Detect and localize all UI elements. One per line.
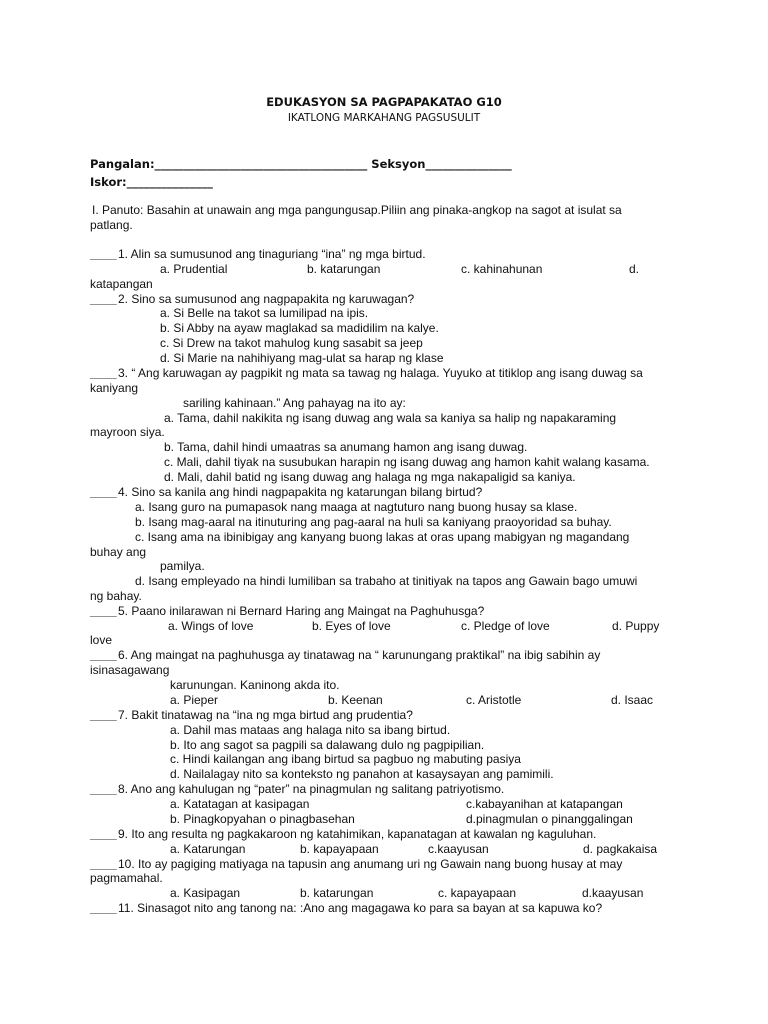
q4-choice-d-wrap: ng bahay. xyxy=(90,589,142,603)
q5-choice-b: b. Eyes of love xyxy=(312,619,391,633)
q4-choice-a: a. Isang guro na pumapasok nang maaga at nagtuturo nang buong husay sa klase. xyxy=(135,500,578,514)
q4-choice-c-cont: pamilya. xyxy=(160,559,205,573)
q7-choice-b: b. Ito ang sagot sa pagpili sa dalawang dulo ng pagpipilian. xyxy=(170,738,485,752)
q3-choice-a: a. Tama, dahil nakikita ng isang duwag ang wala sa kaniya sa halip ng napakaraming xyxy=(164,411,617,425)
q9-choice-d: d. pagkakaisa xyxy=(583,842,658,856)
q5-choice-d-wrap: love xyxy=(90,633,113,647)
q2-choice-b: b. Si Abby na ayaw maglakad sa madidilim na kalye. xyxy=(160,321,439,335)
question-11-stem: 11. Sinasagot nito ang tanong na: :Ano ang magagawa ko para sa bayan at sa kapuwa ko? xyxy=(118,901,603,915)
name-section-field: Pangalan:_____________________________________ Seksyon_______________ xyxy=(90,157,512,171)
q8-choice-a: a. Katatagan at kasipagan xyxy=(170,797,310,811)
q3-choice-d: d. Mali, dahil batid ng isang duwag ang halaga ng mga nakapaligid sa kaniya. xyxy=(164,470,576,484)
q9-choice-a: a. Katarungan xyxy=(170,842,246,856)
answer-blank: ____ xyxy=(90,708,117,722)
q10-choice-b: b. katarungan xyxy=(300,886,374,900)
exam-title: EDUKASYON SA PAGPAPAKATAO G10 xyxy=(266,95,502,109)
q1-choice-d-wrap: katapangan xyxy=(90,277,153,291)
answer-blank: ____ xyxy=(90,857,117,871)
question-6-stem-wrap: isinasagawang xyxy=(90,663,170,677)
q2-choice-d: d. Si Marie na nahihiyang mag-ulat sa harap ng klase xyxy=(160,351,444,365)
q6-choice-d: d. Isaac xyxy=(611,693,654,707)
question-8-stem: 8. Ano ang kahulugan ng “pater” na pinagmulan ng salitang patriyotismo. xyxy=(118,782,505,796)
answer-blank: ____ xyxy=(90,782,117,796)
q4-choice-d: d. Isang empleyado na hindi lumiliban sa trabaho at tinitiyak na tapos ang Gawain bago umuwi xyxy=(135,574,638,588)
answer-blank: ____ xyxy=(90,292,117,306)
q1-choice-b: b. katarungan xyxy=(307,262,381,276)
question-7-stem: 7. Bakit tinatawag na “ina ng mga birtud ang prudentia? xyxy=(118,708,413,722)
q8-choice-c: c.kabayanihan at katapangan xyxy=(466,797,623,811)
q10-choice-d: d.kaayusan xyxy=(582,886,644,900)
answer-blank: ____ xyxy=(90,485,117,499)
question-3-stem: 3. “ Ang karuwagan ay pagpikit ng mata sa tawag ng halaga. Yuyuko at titiklop ang isang duwag sa xyxy=(118,366,643,380)
q6-choice-b: b. Keenan xyxy=(328,693,383,707)
question-3-stem-wrap: kaniyang xyxy=(90,381,139,395)
q2-choice-a: a. Si Belle na takot sa lumilipad na ipis. xyxy=(160,306,369,320)
q4-choice-b: b. Isang mag-aaral na itinuturing ang pag-aaral na huli sa kaniyang praoyoridad sa buhay. xyxy=(135,515,612,529)
answer-blank: ____ xyxy=(90,901,117,915)
question-2-stem: 2. Sino sa sumusunod ang nagpapakita ng karuwagan? xyxy=(118,292,415,306)
q8-choice-b: b. Pinagkopyahan o pinagbasehan xyxy=(170,812,355,826)
q9-choice-b: b. kapayapaan xyxy=(300,842,379,856)
q1-choice-d: d. xyxy=(629,262,640,276)
score-field: Iskor:_______________ xyxy=(90,175,213,189)
instructions-line-2: patlang. xyxy=(90,218,133,232)
answer-blank: ____ xyxy=(90,648,117,662)
answer-blank: ____ xyxy=(90,247,117,261)
q7-choice-c: c. Hindi kailangan ang ibang birtud sa pagbuo ng mabuting pasiya xyxy=(170,752,521,766)
exam-subtitle: IKATLONG MARKAHANG PAGSUSULIT xyxy=(287,112,481,124)
q5-choice-c: c. Pledge of love xyxy=(461,619,550,633)
q4-choice-c: c. Isang ama na ibinibigay ang kanyang buong lakas at oras upang mabigyan ng magandang xyxy=(135,530,630,544)
question-4-stem: 4. Sino sa kanila ang hindi nagpapakita ng katarungan bilang birtud? xyxy=(118,485,483,499)
q5-choice-a: a. Wings of love xyxy=(168,619,254,633)
q9-choice-c: c.kaayusan xyxy=(428,842,489,856)
question-10-stem-wrap: pagmamahal. xyxy=(90,871,163,885)
question-10-stem: 10. Ito ay pagiging matiyaga na tapusin ang anumang uri ng Gawain nang buong husay at may xyxy=(118,857,623,871)
question-6-stem-2: karunungan. Kaninong akda ito. xyxy=(170,678,340,692)
answer-blank: ____ xyxy=(90,604,117,618)
answer-blank: ____ xyxy=(90,366,117,380)
q3-choice-b: b. Tama, dahil hindi umaatras sa anumang hamon ang isang duwag. xyxy=(164,440,528,454)
answer-blank: ____ xyxy=(90,827,117,841)
q4-choice-c-wrap: buhay ang xyxy=(90,545,147,559)
q10-choice-a: a. Kasipagan xyxy=(170,886,241,900)
instructions-line-1: I. Panuto: Basahin at unawain ang mga pangungusap.Piliin ang pinaka-angkop na sagot at isulat sa xyxy=(92,203,622,217)
question-6-stem: 6. Ang maingat na paghuhusga ay tinatawag na “ karunungang praktikal” na ibig sabihin ay xyxy=(118,648,601,662)
q5-choice-d: d. Puppy xyxy=(612,619,660,633)
q8-choice-d: d.pinagmulan o pinanggalingan xyxy=(466,812,633,826)
question-9-stem: 9. Ito ang resulta ng pagkakaroon ng katahimikan, kapanatagan at kawalan ng kaguluhan. xyxy=(118,827,597,841)
q7-choice-d: d. Nailalagay nito sa konteksto ng panahon at kasaysayan ang pamimili. xyxy=(170,767,554,781)
question-3-stem-2: sariling kahinaan.” Ang pahayag na ito ay: xyxy=(183,396,406,410)
q3-choice-a-wrap: mayroon siya. xyxy=(90,425,165,439)
question-5-stem: 5. Paano inilarawan ni Bernard Haring ang Maingat na Paghuhusga? xyxy=(118,604,485,618)
question-1-stem: 1. Alin sa sumusunod ang tinaguriang “ina” ng mga birtud. xyxy=(118,247,426,261)
q1-choice-c: c. kahinahunan xyxy=(461,262,543,276)
q7-choice-a: a. Dahil mas mataas ang halaga nito sa ibang birtud. xyxy=(170,723,451,737)
q6-choice-a: a. Pieper xyxy=(170,693,219,707)
q2-choice-c: c. Si Drew na takot mahulog kung sasabit sa jeep xyxy=(160,336,423,350)
q10-choice-c: c. kapayapaan xyxy=(438,886,517,900)
q3-choice-c: c. Mali, dahil tiyak na susubukan harapin ng isang duwag ang hamon kahit walang kasama. xyxy=(164,455,650,469)
q6-choice-c: c. Aristotle xyxy=(466,693,522,707)
q1-choice-a: a. Prudential xyxy=(160,262,228,276)
